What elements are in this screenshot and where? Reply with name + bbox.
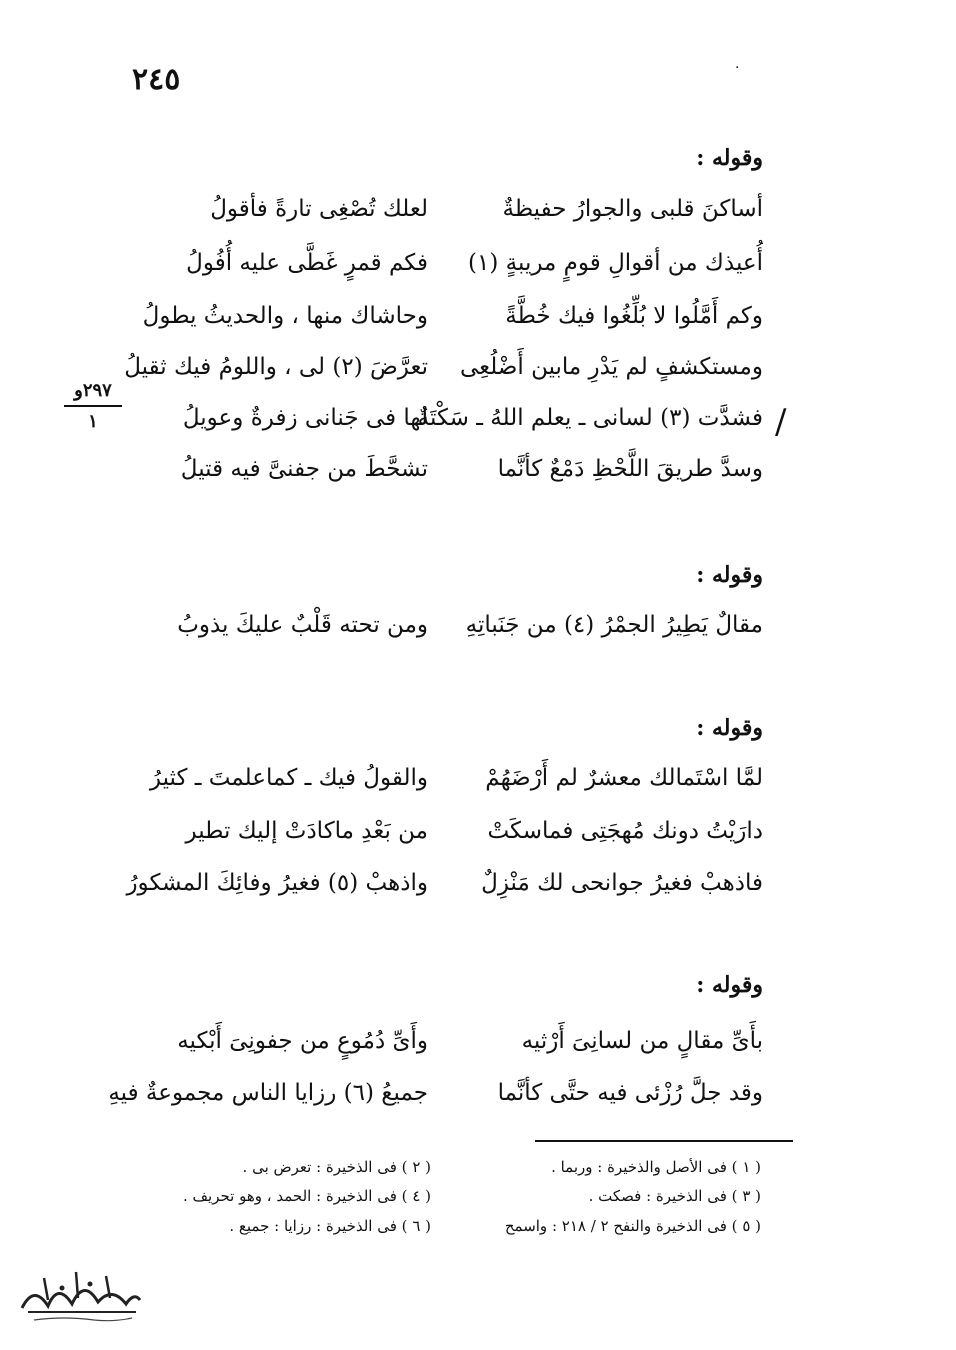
footnote: ( ٥ ) فى الذخيرة والنفح ٢ / ٢١٨ : واسمح (504, 1217, 761, 1235)
library-logo-watermark (14, 1264, 144, 1326)
margin-reference (64, 380, 122, 432)
verse-first-hemistich: أساكنَ قلبى والجوارُ حفيظةٌ (502, 196, 763, 222)
margin-rule (64, 405, 122, 407)
verse-first-hemistich: لمَّا اسْتَمالك معشرٌ لم أَرْضَهُمْ (485, 765, 763, 791)
verse-first-hemistich: فشدَّت (٣) لسانى ـ يعلم اللهُ ـ سَكْتَةٌ (417, 405, 763, 431)
verse-first-hemistich: مقالٌ يَطِيرُ الجمْرُ (٤) من جَنَباتِهِ (465, 612, 763, 638)
verse-first-hemistich: فاذهبْ فغيرُ جوانحى لك مَنْزِلٌ (481, 870, 763, 896)
verse-first-hemistich: وكم أَمَّلُوا لا بُلِّغُوا فيك خُطَّةً (505, 303, 763, 329)
section-intro: وقوله : (696, 562, 763, 588)
verse-first-hemistich: وقد جلَّ رُزْئى فيه حتَّى كأنَّما (497, 1080, 763, 1106)
verse-second-hemistich: من بَعْدِ ماكادَتْ إليك تطير (185, 818, 428, 844)
verse-second-hemistich: تشحَّطَ من جفنىَّ فيه قتيلُ (180, 456, 428, 482)
verse-second-hemistich: لها فى جَنانى زفرةٌ وعويلُ (182, 405, 428, 431)
verse-second-hemistich: تعرَّضَ (٢) لى ، واللومُ فيك ثقيلُ (124, 354, 428, 380)
folio-break-mark: / (775, 402, 787, 442)
stray-dot: · (735, 60, 740, 76)
verse-second-hemistich: فكم قمرٍ غَطَّى عليه أُفُولُ (186, 250, 428, 276)
verse-second-hemistich: جميعُ (٦) رزايا الناس مجموعةٌ فيهِ (108, 1080, 428, 1106)
verse-second-hemistich: وحاشاك منها ، والحديثُ يطولُ (142, 303, 428, 329)
page-number: ٢٤٥ (132, 62, 181, 97)
verse-first-hemistich: وسدَّ طريقَ اللَّحْظِ دَمْعٌ كأنَّما (497, 456, 763, 482)
section-intro: وقوله : (696, 145, 763, 171)
verse-second-hemistich: ومن تحته قَلْبٌ عليكَ يذوبُ (177, 612, 428, 638)
footnote: ( ١ ) فى الأصل والذخيرة : وربما . (551, 1158, 761, 1176)
section-intro: وقوله : (696, 972, 763, 998)
verse-first-hemistich: دارَيْتُ دونك مُهجَتِى فماسكَتْ (487, 818, 763, 844)
verse-first-hemistich: ومستكشفٍ لم يَدْرِ مابين أَضْلُعِى (459, 354, 763, 380)
verse-second-hemistich: لعلك تُصْغِى تارةً فأقولُ (210, 196, 428, 222)
section-intro: وقوله : (696, 715, 763, 741)
footnote: ( ٤ ) فى الذخيرة : الحمد ، وهو تحريف . (182, 1187, 431, 1205)
footnote: ( ٦ ) فى الذخيرة : رزايا : جميع . (229, 1217, 431, 1235)
margin-line: ١ (88, 411, 98, 432)
margin-folio: ٢٩٧و (74, 380, 112, 401)
footnote: ( ٢ ) فى الذخيرة : تعرض بى . (242, 1158, 431, 1176)
footnote-separator (535, 1140, 793, 1142)
verse-second-hemistich: وأَىِّ دُمُوعٍ من جفونِىَ أَبْكيه (177, 1028, 428, 1054)
verse-first-hemistich: أُعيذك من أقوالِ قومٍ مريبةٍ (١) (468, 250, 763, 276)
footnote: ( ٣ ) فى الذخيرة : فصكت . (588, 1187, 761, 1205)
verse-second-hemistich: واذهبْ (٥) فغيرُ وفائِكَ المشكورُ (126, 870, 428, 896)
verse-second-hemistich: والقولُ فيك ـ كماعلمتَ ـ كثيرُ (149, 765, 428, 791)
verse-first-hemistich: بأَىِّ مقالٍ من لسانِىَ أَرْثيه (521, 1028, 763, 1054)
